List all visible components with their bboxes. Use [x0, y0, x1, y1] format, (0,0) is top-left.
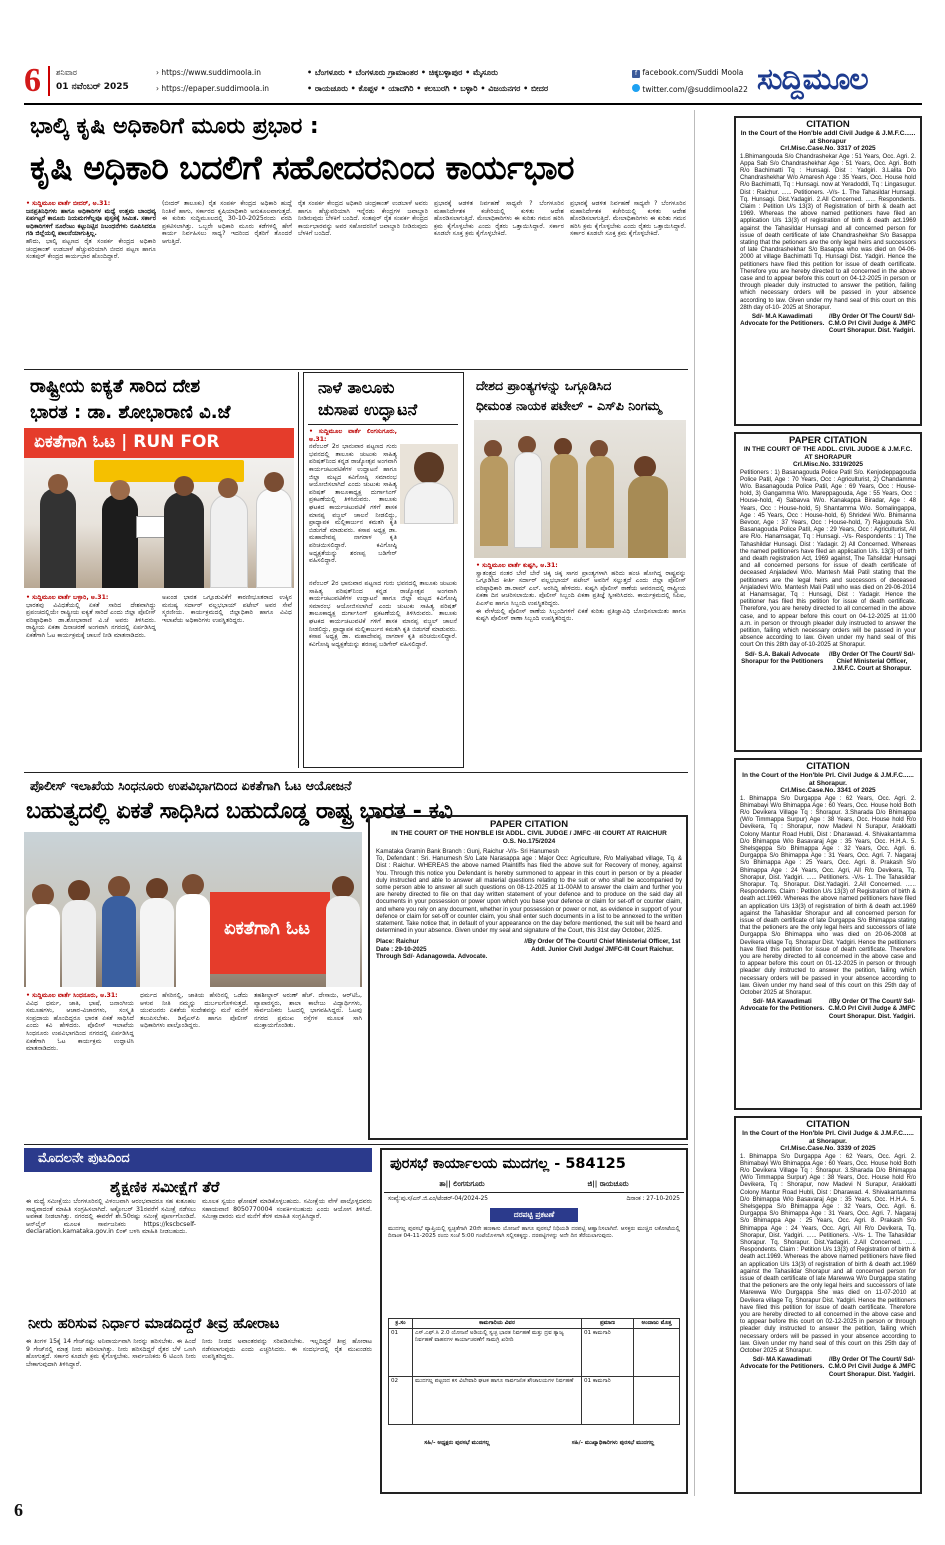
run-for-unity-banner: ಏಕತೆಗಾಗಿ ಓಟ | RUN FOR — [34, 432, 220, 452]
municipal-location: ತಾ|| ಲಿಂಗಸುಗೂರು ಜಿ|| ರಾಯಚೂರು — [439, 1180, 629, 1188]
story5-col-3: ತಹಶೀಲ್ದಾರ್ ಅರುಣ್ ಹೆಚ್. ದೇಸಾಯಿ, ಆರ್‌ಟಿಓ, ವ್ಯಾಪಾರಸ್ಥರು, ಶಾಲಾ ಕಾಲೇಜು ವಿದ್ಯಾರ್ಥಿಗಳು, ಸಾರ್ವಜನಿಕರು ಓಟದಲ್ಲಿ ಭಾಗವಹಿಸಿದ್ದರು. ಓಟವು ನಗರದ ಪ್ರಮುಖ ರಸ್ತೆಗಳ ಮೂಲಕ ಸಾಗಿ ಮುಕ್ತಾಯಗೊಂಡಿತು. — [254, 992, 362, 1030]
continued-band: ಮೊದಲನೇ ಪುಟದಿಂದ — [24, 1148, 372, 1172]
continued-headline-2: ನೀರು ಹರಿಸುವ ನಿರ್ಧಾರ ಮಾಡದಿದ್ದರೆ ತೀವ್ರ ಹೋರಾಟ — [28, 1316, 280, 1332]
story3-headline-2: ಚುಸಾಪ ಉದ್ಘಾಟನೆ — [318, 400, 418, 419]
lead-col-2: (ಬೀದರ್ ತಾಲೂಕು) ರೈತ ಸಂಪರ್ಕ ಕೇಂದ್ರದ ಅಧಿಕಾರಿ ಹುದ್ದೆ ನಿಂತಿವೆ ಹಾಗು, ಸರ್ಕಾರದ ಕೃಷಿಯಾಧಿಕಾರಿ ಅನುಕೂಲವಾಗುತ್ತದೆ. ಈ ಕುರಿತು ಸುದ್ದಿಮೂಲದಲ್ಲಿ 30-10-2025ರಂದು ವರದಿ ಪ್ರಕಟಿಸಲಾಗಿತ್ತು. ಒಬ್ಬರೇ ಅಧಿಕಾರಿ ಮೂರು ಕಡೆಗಳಲ್ಲಿ ಹೇಗೆ ಕಾರ್ಯ ನಿರ್ವಹಿಸಲು ಸಾಧ್ಯ? ಇದರಿಂದ ರೈತರಿಗೆ ತೊಂದರೆ ಆಗುತ್ತಿದೆ. — [162, 200, 292, 245]
municipal-table — [388, 1318, 680, 1425]
ekatege-ota-banner: ಏಕತೆಗಾಗಿ ಓಟ — [224, 918, 311, 939]
story3-col-bottom: ನವೆಂಬರ್ 2ರ ಭಾನುವಾರ ಪಟ್ಟಣದ ಗುರು ಭವನದಲ್ಲಿ ತಾಲೂಕು ಚುಟುಕು ಸಾಹಿತ್ಯ ಪರಿಷತ್‌ನಿಂದ ಕನ್ನಡ ರಾಜ್ಯೋತ್ಸವ ಅಂಗವಾಗಿ ಕಾರ್ಯಚಟುವಟಿಕೆಗಳ ಉದ್ಘಾಟನೆ ಹಾಗೂ ಜಿಲ್ಲಾ ಮಟ್ಟದ ಕವಿಗೋಷ್ಠಿ ಸಮಾರಂಭ ಆಯೋಜಿಸಲಾಗಿದೆ ಎಂದು ಚುಟುಕು ಸಾಹಿತ್ಯ ಪರಿಷತ್ ತಾಲೂಕಾಧ್ಯಕ್ಷ ದುರ್ಗಾಸಿಂಗ್ ಪ್ರಕಟಣೆಯಲ್ಲಿ ತಿಳಿಸಿರುವರು. ತಾಲೂಕು ಘಟಕದ ಕಾರ್ಯಚಟುವಟಿಕೆ ಗಳಿಗೆ ಶಾಸಕ ಮಾನಪ್ಪ ವಜ್ಜಲ್ ಚಾಲನೆ ನೀಡಲಿದ್ದು, ಪ್ರಾಧ್ಯಾಪಕ ಮಲ್ಲಿಕಾರ್ಜುನ ಕಮತಗಿ ಕೃತಿ ಬಿಡುಗಡೆ ಮಾಡುವರು. ಕಸಾಪ ಅಧ್ಯಕ್ಷ ಡಾ. ಮಹಾದೇವಪ್ಪ ನಾಗರಾಳ ಕೃತಿ ಪರಿಚಯಿಸಲಿದ್ದಾರೆ. ಕವಿಗೋಷ್ಠಿ ಅಧ್ಯಕ್ಷತೆಯನ್ನು ಶರಣಪ್ಪ ಬಡಿಗೇರ್ ವಹಿಸಲಿದ್ದಾರೆ. — [309, 580, 457, 648]
citation-3-content: CITATION In the Court of the Hon'ble Prl. Civil Judge & J.M.F.C...... at Shorapur. Crl.Misc.Case.No. 3341 of 2025 1. Bhimappa S/o Durgappa Age : 62 Years, Occ. Agri. 2. Bhimabayi W/o Bhimappa Age : 60 Years, Occ. House hold Both R/o Devikera Village Tq : Shorapur. 3.Sharada D/o Bhimappa (W/o Timmappa Surpur) Age : 38 Years, Occ. House hold R/o Devikera, Tq : Shorapur, now Madevi N Surapur, Arakkatti Colony Mantur Road Hubli, Dist : Dharawad. 4. Shivakantamma D/o Bhimappa W/o Basavaraj Age : 35 Years, Occ. H.H.A. 5. Shelsgeppa S/o Bhimappa Age : 32 Years, Occ. Agri. 6. Durgappa S/o Bhimappa Age : 31 Years, Occ. Agri. 7. Nagaraj S/o Bhimappa Age : 25 Years, Occ. Agri. 8. Prakash S/o Bhimappa Age : 24 Years, Occ. Agri, All R/o Devikera, Tq. Shorapur, Dist. Yadgiri. ...... Petitioners. -V/s- 1. The Tahasildar Shorapur. Tq. Shorapur. Dist.Yadagiri. 2.All Concerned. ...... Respondents. Claim : Petition U/s 13(3) of Registration of birth & death act.1969. Whereas the above named petitioners have filed an application U/s 13(3) of registration of birth & death act.1969 against the Tahasildar Shorapur and all concerned person for issue of death certificate of late Durgappa S/o Bhimappa stating that the petioners are the only legal heirs and successors of late Durgappa S/o Bhimappa who was died on 20-06-2008 at Devikera village Tq. Shorapur Dist. Yadgiri. Hence the petitioners have filed this petition for issue of death certificate. Therefore you are hereby directed to all concerned in the above case and to appear before this court on 01-12-2025 in person or through pleader duly instructed to answer the petition, failing which necessary orders will be passed in your absence according to law. Given under my hand seal of this court on this 25th day of October 2025 at Shorapur. Sd/- MA Kawadimati Advocate for the Petitioners. //By Order Of The Court// Sd/- C.M.O Prl Civil Judge & JMFC Court Shorapur. Dist. Yadgiri. — [740, 762, 916, 1020]
epaper-link[interactable]: › https://epaper.suddimoola.in — [156, 84, 270, 93]
facebook-icon: f — [632, 70, 640, 78]
story3-portrait — [400, 444, 458, 524]
edition-cities-line-2: • ರಾಯಚೂರು • ಕೊಪ್ಪಳ • ಯಾದಗಿರಿ • ಕಲಬುರಗಿ • ಬಳ್ಳಾರಿ • ವಿಜಯನಗರ • ಬೀದರ — [307, 84, 549, 93]
story4-photo — [474, 420, 686, 558]
municipal-notice-badge: ದರಪಟ್ಟಿ ಪ್ರಕಟಣೆ — [490, 1208, 578, 1222]
table-header: ಪ್ರಮಾಣ — [582, 1319, 634, 1329]
table-row: 02 ಮುದಗಲ್ಲ ಪಟ್ಟಣದ ಕಸ ವಿಲೇವಾರಿ ಘಟಕ ಹಾಗೂ ಸಾರ್ವಜನಿಕ ಶೌಚಾಲಯಗಳ ನಿರ್ವಹಣೆ 01 ಕಾಮಗಾರಿ — [389, 1377, 680, 1425]
municipal-sig-left: ಸಹಿ/- ಅಧ್ಯಕ್ಷರು ಪುರಸಭೆ ಮುದಗಲ್ಲ — [424, 1440, 490, 1446]
municipal-ref-line: ಸಂಖ್ಯೆ:ಪು.ಸ/ಎನ್.ಜಿ.ಎಂ/ಟೆಂಡರ್-04/2024-25 ದಿನಾಂಕ : 27-10-2025 — [388, 1196, 680, 1202]
story3-headline-1: ನಾಳೆ ತಾಲೂಕು — [318, 378, 395, 397]
citation-4-content: CITATION In the Court of the Hon'ble Prl. Civil Judge & J.M.F.C...... at Shorapur. Crl.Misc.Case.No. 3339 of 2025 1. Bhimappa S/o Durgappa Age : 62 Years, Occ. Agri. 2. Bhimabayi W/o Bhimappa Age : 60 Years, Occ. House hold Both R/o Devikera Village Tq : Shorapur. 3.Sharada D/o Bhimappa (W/o Timmappa Surpur) Age : 38 Years, Occ. House hold R/o Devikera, Tq : Shorapur, now Madevi N Surapur, Arakkatti Colony Mantur Road Hubli, Dist : Dharawad. 4. Shivakantamma D/o Bhimappa W/o Basavaraj Age : 35 Years, Occ. H.H.A. 5. Shelsgeppa S/o Bhimappa Age : 32 Years, Occ. Agri. 6. Durgappa S/o Bhimappa Age : 31 Years, Occ. Agri. 7. Nagaraj S/o Bhimappa Age : 25 Years, Occ. Agri. 8. Prakash S/o Bhimappa Age : 24 Years, Occ. Agri, All R/o Devikera, Tq. Shorapur, Dist. Yadgiri. ...... Petitioners. -V/s- 1. The Tahasildar Shorapur. Tq. Shorapur. Dist.Yadagiri. 2.All Concerned. ...... Respondents. Claim : Petition U/s 13(3) of Registration of birth & death act.1969. Whereas the above named petitioners have filed an application U/s 13(3) of registration of birth & death act.1969 against the Tahasildar Shorapur and all concerned person for issue of death certificate of late Marewwa W/o Durgappa stating that the petioners are the only legal heirs and successors of late Marewwa W/o Durgappa She was died on 11-07-2010 at Devikera village Tq. Shorapur Dist. Yadgiri. Hence the petitioners have filed this petition for issue of death certificate. Therefore you are hereby directed to all concerned in the above case and to appear before this court on 02-12-2025 in person or through pleader duly instructed to answer the petition, failing which necessary orders will be passed in your absence according to law. Given under my hand seal of this court on this 25th day of October 2025 at Shorapur. Sd/- MA Kawadimati Advocate for the Petitioners. //By Order Of The Court// Sd/- C.M.O Prl Civil Judge & JMFC Court Shorapur. Dist. Yadgiri. — [740, 1120, 916, 1378]
page-number: 6 — [24, 62, 41, 99]
story2-photo — [24, 428, 294, 588]
continued-story2-col-1: ಈ ತಿಂಗಳ 15ಕ್ಕೆ 14 ಗೇಜ್‌ನಷ್ಟು ಅನಿವಾರ್ಯವಾಗಿ ನೀರನ್ನು ಹರಿಸಬೇಕು. ಈ ಹಿಂದೆ 9 ಗೇಜ್‌ನಲ್ಲಿ ಮಾತ್ರ ನೀರು ಹರಿಸಲಾಗಿತ್ತು. ನೀರು ಹರಿಸದಿದ್ದರೆ ರೈತರ ಬೆಳೆ ಒಣಗಿ ಹೋಗುತ್ತದೆ. ಸರ್ಕಾರ ಕೂಡಲೇ ಕ್ರಮ ಕೈಗೊಳ್ಳಬೇಕು. ಸಾರ್ವಜನಿಕರು 6 ಟಿಎಂಸಿ ನೀರು ಬೇಕಾಗುವುದಾಗಿ ತಿಳಿಸಿದ್ದಾರೆ. — [26, 1338, 196, 1368]
edition-cities-line-1: • ಬೆಂಗಳೂರು • ಬೆಂಗಳೂರು ಗ್ರಾಮಾಂತರ • ಚಿಕ್ಕಬಳ್ಳಾಪುರ • ಮೈಸೂರು — [307, 68, 498, 77]
table-row: 01 ಎಸ್.ಎಫ್.ಸಿ 2.0 ಯೋಜನೆ ಅಡಿಯಲ್ಲಿ ಸ್ವಚ್ಛ ಭಾರತ ನಿರ್ವಹಣೆ ಮತ್ತು ದ್ರವ ತ್ಯಾಜ್ಯ ನಿರ್ವಹಣೆ ವಾಹನಗಳ ಕಾರ್ಯಾಚರಣೆಗೆ ಸಾಮಗ್ರಿ ಖರೀದಿ 01 ಕಾಮಗಾರಿ — [389, 1329, 680, 1377]
story5-headline: ಬಹುತ್ವದಲ್ಲಿ ಏಕತೆ ಸಾಧಿಸಿದ ಬಹುದೊಡ್ಡ ರಾಷ್ಟ್ರ ಭಾರತ - ಕವಿ — [26, 798, 453, 824]
story5-col-1: • ಸುದ್ದಿಮೂಲ ವಾರ್ತೆ ಸಿಂಧನೂರು, ಅ.31: ವಿವಿಧ ಧರ್ಮ, ಜಾತಿ, ಭಾಷೆ, ಜನಾಂಗೀಯ ಸಮೂಹಗಳು, ಆಚಾರ-ವಿಚಾರಗಳು, ಸಂಸ್ಕೃತಿ ಸಂಪ್ರದಾಯ ಹೊಂದಿದ್ದರೂ ಭಾರತ ಏಕತೆ ಸಾಧಿಸಿದೆ ಎಂದು ಕವಿ ಹೇಳಿದರು. ಪೊಲೀಸ್ ಇಲಾಖೆಯ ಸಿಂಧನೂರು ಉಪವಿಭಾಗದಿಂದ ನಗರದಲ್ಲಿ ಏರ್ಪಡಿಸಿದ್ದ ಏಕತೆಗಾಗಿ ಓಟ ಕಾರ್ಯಕ್ರಮ ಉದ್ಘಾಟಿಸಿ ಮಾತನಾಡಿದರು. — [26, 992, 134, 1053]
twitter-icon — [632, 84, 640, 92]
table-header: ಅಂದಾಜು ಮೊತ್ತ — [634, 1319, 680, 1329]
lead-col-4: ಪ್ರಭಾರಕ್ಕೆ ಆಡಳಿತ ನಿರ್ವಹಣೆ ಸಾಧ್ಯವೇ ? ಬೆಂಗಳೂರಿನ ಮಹಾನಿರ್ದೇಶಕ ಕಚೇರಿಯಲ್ಲಿ ಕುಳಿತು ಆದೇಶ ಹೊರಡಿಸಲಾಗುತ್ತಿದೆ. ಮೇಲಾಧಿಕಾರಿಗಳು ಈ ಕುರಿತು ಗಮನ ಹರಿಸಿ ಕ್ರಮ ಕೈಗೊಳ್ಳಬೇಕು ಎಂದು ರೈತರು ಒತ್ತಾಯಿಸಿದ್ದಾರೆ. ಸರ್ಕಾರ ಕೂಡಲೇ ಸೂಕ್ತ ಕ್ರಮ ಕೈಗೊಳ್ಳಬೇಕಿದೆ. — [434, 200, 564, 238]
municipal-sig-right: ಸಹಿ/- ಮುಖ್ಯಾಧಿಕಾರಿಗಳು ಪುರಸಭೆ ಮುದಗಲ್ಲ — [571, 1440, 655, 1446]
story4-headline-1: ದೇಶದ ಪ್ರಾಂತ್ಯಗಳನ್ನು ಒಗ್ಗೂಡಿಸಿದ — [476, 378, 612, 393]
issue-date: 01 ನವೆಂಬರ್ 2025 — [56, 82, 129, 92]
footer-page-number: 6 — [14, 1500, 23, 1520]
municipal-intro: ಮುದಗಲ್ಲ ಪುರಸಭೆ ವ್ಯಾಪ್ತಿಯಲ್ಲಿ ಸ್ವಚ್ಛತೆಗಾಗಿ 20ನೇ ಹಣಕಾಸು ಯೋಜನೆ ಹಾಗೂ ಪುರಸಭೆ ನಿಧಿಯಡಿ ದರಪಟ್ಟಿ ಆಹ್ವಾನಿಸಲಾಗಿದೆ. ಆಸಕ್ತರು ಮುಚ್ಚಿದ ಲಕೋಟೆಯಲ್ಲಿ ದಿನಾಂಕ 04-11-2025 ರಂದು ಸಂಜೆ 5:00 ಗಂಟೆಯೊಳಗಾಗಿ ಸಲ್ಲಿಸತಕ್ಕದ್ದು. ದರಪಟ್ಟಿಗಳನ್ನು ಅದೇ ದಿನ ತೆರೆಯಲಾಗುವುದು. — [388, 1226, 680, 1239]
citation-1-content: CITATION In the Court of the Hon'ble addl Civil Judge & J.M.F.C...... at Shorapur Crl.Misc.Case.No. 3317 of 2025 1.Bhimangouda S/o Chandrashekar Age : 51 Years, Occ. Agri. 2. Appa Sab S/o Chandrashekhar Age : 51 Years, Occ. Agri. Both R/o Bachimatti Tq : Hunsagi. Dist : Yadgiri. 3.Lalita D/o Chandrashekhar W/o Amaresh Age : 35 Years, Occ. House hold R/o Bachimatti, Tq : Hunsagi. now at Yeradoddi, Tq : Lingasugur. Dist : Raichur. ...... Petitioners. -V/s- 1. The Tahasildar Hunsagi. Tq. Hunsagi. Dist.Yadagiri. 2.All Concerned. ...... Respondents. Claim : Petition U/s 13(3) of Registration of birth & death act 1969. Whereas the above named petitioners have filed an application U/s 13(3) of registration of birth & death act.1969 against the Tahasildar Hunsagi and all concerned person for issue of death certificate of late Chandrashekhar S/o Basappa stating that the petioners are the only legal heirs and successors of late Chandrashekhar S/o Basappa who was died on 04-06-2000 at village Bachimatti Tq. Hunsagi Dist. Yadgiri. Hence the petitioners have filed this petition for issue of death certificate. Therefore you are hereby directed to all concerned in the above case and to appear before this court on 04-12-2025 in person or through pleader duly instructed to answer the petition, failing which necessary orders will be passed in your absence according to law. Given under my hand seal of this court on this 28th day of-10- 2025 at Shorapur. Sd/- M.A Kawadimati Advocate for the Petitioners. //By Order Of The Court// Sd/- C.M.O Prl Civil Judge & JMFC Court Shorapur. Dist. Yadgiri. — [740, 120, 916, 335]
lead-headline: ಕೃಷಿ ಅಧಿಕಾರಿ ಬದಲಿಗೆ ಸಹೋದರನಿಂದ ಕಾರ್ಯಭಾರ — [30, 148, 574, 187]
story4-body: • ಸುದ್ದಿಮೂಲ ವಾರ್ತೆ ಕುಷ್ಟಗಿ, ಅ.31: ಸ್ವಾತಂತ್ರ್ಯದ ನಂತರ ಬೇರೆ ಬೇರೆ ಚಿಕ್ಕ ಚಿಕ್ಕ ಸಾಗರ ಪ್ರಾಂತ್ಯಗಳಾಗಿ ಹರಿದು ಹಂಚಿ ಹೋಗಿದ್ದ ರಾಷ್ಟ್ರವನ್ನು ಒಗ್ಗೂಡಿಸಿದ ಕೀರ್ತಿ ಸರ್ದಾರ್ ವಲ್ಲಭಭಾಯ್ ಪಟೇಲ್ ಅವರಿಗೆ ಸಲ್ಲುತ್ತದೆ ಎಂದು ಜಿಲ್ಲಾ ಪೊಲೀಸ್ ವರಿಷ್ಠಾಧಿಕಾರಿ ಡಾ.ರಾಮ್ ಎಲ್. ಅರಸಿದ್ದಿ ಹೇಳಿದರು. ಕುಷ್ಟಗಿ ಪೊಲೀಸ್ ಠಾಣೆಯ ಆವರಣದಲ್ಲಿ ರಾಷ್ಟ್ರೀಯ ಏಕತಾ ದಿನ ಆಚರಿಸಲಾಯಿತು. ಪೊಲೀಸ್ ಸಿಬ್ಬಂದಿ ಏಕತಾ ಪ್ರತಿಜ್ಞೆ ಸ್ವೀಕರಿಸಿದರು. ಕಾರ್ಯಕ್ರಮದಲ್ಲಿ ಸಿಪಿಐ, ಪಿಎಸ್‌ಐ ಹಾಗೂ ಸಿಬ್ಬಂದಿ ಉಪಸ್ಥಿತರಿದ್ದರು. ಈ ವೇಳೆಯಲ್ಲಿ ಪೊಲೀಸ್ ಠಾಣೆಯ ಸಿಬ್ಬಂದಿಗಳಿಗೆ ಏಕತೆ ಕುರಿತು ಪ್ರತಿಜ್ಞಾವಿಧಿ ಬೋಧಿಸಲಾಯಿತು ಹಾಗೂ ಕುಷ್ಟಗಿ ಪೊಲೀಸ್ ಠಾಣಾ ಸಿಬ್ಬಂದಿ ಉಪಸ್ಥಿತರಿದ್ದರು. — [476, 562, 686, 623]
lead-col-3: ರೈತ ಸಂಪರ್ಕ ಕೇಂದ್ರದ ಅಧಿಕಾರಿ ಚಂದ್ರಕಾಂತ್ ಉಡಬಾಳೆ ಅವರು ಹಾಗೂ ಹೆಚ್ಚುವರಿಯಾಗಿ ಇನ್ನೆರಡು ಕೇಂದ್ರಗಳ ಜವಾಬ್ದಾರಿ ನೀಡಿರುವುದು ಬೆಳಕಿಗೆ ಬಂದಿದೆ. ಸಂತಪುರ್ ರೈತ ಸಂಪರ್ಕ ಕೇಂದ್ರದ ಕಾರ್ಯಭಾರವನ್ನು ಅವರ ಸಹೋದರನಿಗೆ ಜವಾಬ್ದಾರಿ ನೀಡಿರುವುದು ಬೆಳಕಿಗೆ ಬಂದಿದೆ. — [298, 200, 428, 238]
issue-day: ಶನಿವಾರ — [56, 68, 78, 77]
globe-icon: › — [156, 68, 159, 77]
continued-story1-col-1: ಈ ಮಧ್ಯೆ ಸಮೀಕ್ಷೆಯು ಬೆಂಗಳೂರಿನಲ್ಲಿ ವಿಳಂಬವಾಗಿ ಆರಂಭವಾದರೂ ಸಹ ಕುತೂಹಲ ಸಾಧ್ಯವಾದಂತೆ ಮಾಹಿತಿ ಸಂಗ್ರಹಿಸಲಾಗಿದೆ. ಅಕ್ಟೋಬರ್ 31ರವರೆಗೆ ಸಮೀಕ್ಷೆ ನಡೆಸಲು ಅವಕಾಶ ನೀಡಲಾಗಿತ್ತು. ನಗರದಲ್ಲಿ ಈವರೆಗೆ ಶೇ.50ರಷ್ಟು ಸಮೀಕ್ಷೆ ಪೂರ್ಣಗೊಂಡಿದೆ. ಆನ್‌ಲೈನ್ ಮೂಲಕ ಸಾರ್ವಜನಿಕರು https://kscbcself-declaration.kamataka.gov.in ಲಿಂಕ್ ಬಳಸಿ ಮಾಹಿತಿ ನೀಡಬಹುದು. — [26, 1198, 196, 1236]
globe-icon: › — [156, 84, 159, 93]
story2-col-2: ಅಖಂಡ ಭಾರತ ಒಗ್ಗೂಡುವಿಕೆಗೆ ಕಾರಣೀಭೂತರಾದ ಉಕ್ಕಿನ ಮನುಷ್ಯ ಸರ್ದಾರ್ ವಲ್ಲಭಭಾಯ್ ಪಟೇಲ್ ಅವರ ಸೇವೆ ಸ್ಮರಣೀಯ. ಕಾರ್ಯಕ್ರಮದಲ್ಲಿ ಜಿಲ್ಲಾಧಿಕಾರಿ ಹಾಗೂ ವಿವಿಧ ಇಲಾಖೆಯ ಅಧಿಕಾರಿಗಳು ಉಪಸ್ಥಿತರಿದ್ದರು. — [162, 594, 292, 624]
story5-photo — [24, 832, 362, 987]
continued-story2-col-2: ನೀರು ನೀಡದ ಅವಾಂತರವನ್ನು ಸರಿಪಡಿಸಬೇಕು. ಇಲ್ಲದಿದ್ದರೆ ತೀವ್ರ ಹೋರಾಟ ನಡೆಸಲಾಗುವುದು ಎಂದು ಎಚ್ಚರಿಸಿದರು. ಈ ಸಂದರ್ಭದಲ್ಲಿ ರೈತ ಮುಖಂಡರು ಉಪಸ್ಥಿತರಿದ್ದರು. — [202, 1338, 372, 1361]
story2-col-1: • ಸುದ್ದಿಮೂಲ ವಾರ್ತೆ ಬಳ್ಳಾರಿ, ಅ.31: ಭಾರತವು ವಿವಿಧತೆಯಲ್ಲಿ ಏಕತೆ ಸಾರಿದ ದೇಶವಾಗಿದ್ದು ಪ್ರಪಂಚದಲ್ಲಿಯೇ ರಾಷ್ಟ್ರೀಯ ಐಕ್ಯತೆ ಸಾರಿದೆ ಎಂದು ಜಿಲ್ಲಾ ಪೊಲೀಸ್ ವರಿಷ್ಠಾಧಿಕಾರಿ ಡಾ.ಶೋಭಾರಾಣಿ ವಿ.ಜೆ ಅವರು ತಿಳಿಸಿದರು. ರಾಷ್ಟ್ರೀಯ ಏಕತಾ ದಿನಾಚರಣೆ ಅಂಗವಾಗಿ ನಗರದಲ್ಲಿ ಏರ್ಪಡಿಸಿದ್ದ ಏಕತೆಗಾಗಿ ಓಟ ಕಾರ್ಯಕ್ರಮಕ್ಕೆ ಚಾಲನೆ ನೀಡಿ ಮಾತನಾಡಿದರು. — [26, 594, 156, 639]
story2-headline-1: ರಾಷ್ಟ್ರೀಯ ಐಕ್ಯತೆ ಸಾರಿದ ದೇಶ — [30, 376, 201, 397]
story5-kicker: ಪೊಲೀಸ್ ಇಲಾಖೆಯ ಸಿಂಧನೂರು ಉಪವಿಭಾಗದಿಂದ ಏಕತೆಗಾಗಿ ಓಟ ಆಯೋಜನೆ — [30, 778, 352, 793]
lead-col-5: ಪ್ರಭಾರಕ್ಕೆ ಆಡಳಿತ ನಿರ್ವಹಣೆ ಸಾಧ್ಯವೇ ? ಬೆಂಗಳೂರಿನ ಮಹಾನಿರ್ದೇಶಕ ಕಚೇರಿಯಲ್ಲಿ ಕುಳಿತು ಆದೇಶ ಹೊರಡಿಸಲಾಗುತ್ತಿದೆ. ಮೇಲಾಧಿಕಾರಿಗಳು ಈ ಕುರಿತು ಗಮನ ಹರಿಸಿ ಕ್ರಮ ಕೈಗೊಳ್ಳಬೇಕು ಎಂದು ರೈತರು ಒತ್ತಾಯಿಸಿದ್ದಾರೆ. ಸರ್ಕಾರ ಕೂಡಲೇ ಸೂಕ್ತ ಕ್ರಮ ಕೈಗೊಳ್ಳಬೇಕಿದೆ. — [570, 200, 686, 238]
story5-col-2: ಧರ್ಮದ ಹೆಸರಿನಲ್ಲಿ, ಜಾತಿಯ ಹೆಸರಿನಲ್ಲಿ ಒಡೆದು ಆಳುವ ನೀತಿ ನಮ್ಮನ್ನು ದುರ್ಬಲಗೊಳಿಸುತ್ತದೆ. ಯುವಜನರು ಏಕತೆಯ ಸಂದೇಶವನ್ನು ಮನೆ ಮನೆಗೆ ತಲುಪಿಸಬೇಕು. ಡಿವೈಎಸ್‌ಪಿ ಹಾಗೂ ಪೊಲೀಸ್ ಅಧಿಕಾರಿಗಳು ಪಾಲ್ಗೊಂಡಿದ್ದರು. — [140, 992, 248, 1030]
municipal-title: ಪುರಸಭೆ ಕಾರ್ಯಾಲಯ ಮುದಗಲ್ಲ - 584125 — [390, 1156, 626, 1172]
table-header: ಕಾಮಗಾರಿಯ ವಿವರ — [413, 1319, 582, 1329]
paper-citation-raichur-content: PAPER CITATION IN THE COURT OF THE HON'BLE ISt ADDL. CIVIL JUDGE / JMFC -III COURT AT RAICHUR O.S. No.175/2024 Kamataka Gramin Bank Branch : Gunj, Raichur -V/s- Sri Hanumesh To, Defendant : Sri. Hanumesh S/o Late Narasappa age : Major Occ: Agriculture, R/o Maliyabad village, Tq. & Dist : Raichur. WHEREAS the above named Plaintiffs has filed the above suit for Recovery of money, against You. Through this notice you Defendant is hereby summoned to appear in this court in person or by a pleader duly instructed and able to answer all material questions relating to the suit or who shall be accompanied by some person able to answer all such questions on 08-12-2025 at 11-00AM to answer the claim and further you are hereby directed to file on that day written statement of your defence and to produce on the said day all documents in your possession or power upon which you base your defence or claim for set-off or counter claim, and where you rely on any document, whether in your possession or power or not, as evidence in support of your defence or claim for set-off or counter claim, you shall enter such documents in a list to be annexed to the written statement. Take notice that, in default of your appearance on the day before mentioned, the suit will be heard and determined in your absence. Given under my seal and signature of the Court, this 31st day October, 2025. Place: Raichur Date : 29-10-2025 Through Sd/- Adanagowda. Advocate. //By Order Of The Court// Chief Ministerial Officer, 1st Addl. Junior Civil Judge/ JMFC-III Court Raichur. — [376, 820, 682, 960]
continued-headline-1: ಶೈಕ್ಷಣಿಕ ಸಮೀಕ್ಷೆಗೆ ತೆರೆ — [110, 1178, 220, 1196]
website-link[interactable]: › https://www.suddimoola.in — [156, 68, 262, 77]
facebook-link[interactable]: f facebook.com/Suddi Moola — [632, 68, 743, 78]
story4-headline-2: ಧೀಮಂತ ನಾಯಕ ಪಟೇಲ್ - ಎಸ್‌ಪಿ ನಿಂಗಮ್ಮ — [476, 398, 662, 413]
table-header: ಕ್ರ.ಸಂ — [389, 1319, 413, 1329]
story2-headline-2: ಭಾರತ : ಡಾ. ಶೋಭಾರಾಣಿ ವಿ.ಜೆ — [30, 402, 231, 423]
story3-col-top: • ಸುದ್ದಿಮೂಲ ವಾರ್ತೆ ಲಿಂಗಸುಗೂರು, ಅ.31: ನವೆಂಬರ್ 2ರ ಭಾನುವಾರ ಪಟ್ಟಣದ ಗುರು ಭವನದಲ್ಲಿ ತಾಲೂಕು ಚುಟುಕು ಸಾಹಿತ್ಯ ಪರಿಷತ್‌ನಿಂದ ಕನ್ನಡ ರಾಜ್ಯೋತ್ಸವ ಅಂಗವಾಗಿ ಕಾರ್ಯಚಟುವಟಿಕೆಗಳ ಉದ್ಘಾಟನೆ ಹಾಗೂ ಜಿಲ್ಲಾ ಮಟ್ಟದ ಕವಿಗೋಷ್ಠಿ ಸಮಾರಂಭ ಆಯೋಜಿಸಲಾಗಿದೆ ಎಂದು ಚುಟುಕು ಸಾಹಿತ್ಯ ಪರಿಷತ್ ತಾಲೂಕಾಧ್ಯಕ್ಷ ದುರ್ಗಾಸಿಂಗ್ ಪ್ರಕಟಣೆಯಲ್ಲಿ ತಿಳಿಸಿರುವರು. ತಾಲೂಕು ಘಟಕದ ಕಾರ್ಯಚಟುವಟಿಕೆ ಗಳಿಗೆ ಶಾಸಕ ಮಾನಪ್ಪ ವಜ್ಜಲ್ ಚಾಲನೆ ನೀಡಲಿದ್ದು, ಪ್ರಾಧ್ಯಾಪಕ ಮಲ್ಲಿಕಾರ್ಜುನ ಕಮತಗಿ ಕೃತಿ ಬಿಡುಗಡೆ ಮಾಡುವರು. ಕಸಾಪ ಅಧ್ಯಕ್ಷ ಡಾ. ಮಹಾದೇವಪ್ಪ ನಾಗರಾಳ ಕೃತಿ ಪರಿಚಯಿಸಲಿದ್ದಾರೆ. ಕವಿಗೋಷ್ಠಿ ಅಧ್ಯಕ್ಷತೆಯನ್ನು ಶರಣಪ್ಪ ಬಡಿಗೇರ್ ವಹಿಸಲಿದ್ದಾರೆ. — [309, 428, 397, 565]
masthead — [24, 62, 922, 102]
continued-story1-col-2: ಮೂಲಕ ಸ್ವಯಂ ಘೋಷಣೆ ಮಾಡಿಕೊಳ್ಳಬಹುದು. ಸಮೀಕ್ಷೆಯ ವೇಳೆ ಪಾಲ್ಗೊಳ್ಳದವರು ಸಹಾಯವಾಣಿ 8050770004 ಸಂಪರ್ಕಿಸಬಹುದು ಎಂದು ಆಯೋಗ ತಿಳಿಸಿದೆ. ಸಮೀಕ್ಷಾದಾರರು ಮನೆ ಮನೆಗೆ ತೆರಳಿ ಮಾಹಿತಿ ಸಂಗ್ರಹಿಸಿದ್ದಾರೆ. — [202, 1198, 372, 1221]
lead-kicker: ಭಾಲ್ಕಿ ಕೃಷಿ ಅಧಿಕಾರಿಗೆ ಮೂರು ಪ್ರಭಾರ : — [30, 114, 319, 139]
twitter-link[interactable]: twitter.com/@suddimoola22 — [632, 84, 748, 94]
citation-2-content: PAPER CITATION IN THE COURT OF THE ADDL. CIVIL JUDGE & J.M.F.C. AT SHORAPUR Crl.Misc.No. 3319/2025 Petitioners : 1) Basanagouda Police Patil S/o. Kenjodeppagouda Police Patil, Age : 70 Years, Occ : Agriculturist, 2) Chandamma W/o. Basanagouda Police Patil, Age : 69 Years, Occ : House-hold, 3) Gangamma W/o. Mareppagouda, Age : 55 Years, Occ : House-hold, 4) Sabavva W/o. Kanakappa Biradar, Age : 48 Years, Occ : House-hold, 5) Shantamma W/o. Somalingappa, Age : 45 Years, Occ : House-hold, 6) Shridevi W/o. Bhimanna Bevoor, Age : 37 Years, Occ : House-hold, 7) Rajugouda S/o. Basanagouda Police Patil, Age : 29 Years, Occ : Agriculturist, All are R/o. Hanamsagar, Tq : Hunsagi. -Vs- Respondents : 1) The Tahashildar Hunsagi. Dist : Yadagir. 2) All Concerned. Whereas the named petitioners have filed an application U/s. 13(3) of birth and death registration Act, 1969 against, The Tahsildar Hunsagi and all concerned persons for issue of death certificate of deceased Anjaladevi W/o. Mantesh Mali Patil stating that the petitioners are the legal heirs and successors of deceased Anjaladevi W/o. Mantesh Mali Patil who was died on 29-06-2014 at Hanamsagar, Tq : Hunsagi, Dist : Yadagir. Hence the petitioner has filed this petition for issue of death certificate. Therefore, you are hereby directed to all concerned in the above case, and to appear before this court on 04-12-2025 at 11:00 a.m. in person or through pleader duly instructed to answer the petition, failing which necessary orders will be passed in your absence according to law. Given under my hand seal of this court On this 28th day of-10-2025 at Shorapur. Sd/- S.A. Bakali Advocate Shorapur for the Petitioners //By Order Of The Court// Sd/- Chief Ministerial Officer, J.M.F.C. Court at Shorapur. — [740, 436, 916, 672]
logo: ಸುದ್ದಿಮೂಲ — [757, 62, 868, 97]
lead-col-1: • ಸುದ್ದಿಮೂಲ ವಾರ್ತೆ ಬೀದರ್, ಅ.31: ಜನಪ್ರತಿನಿಧಿಗಳು ಹಾಗೂ ಅಧಿಕಾರಿಗಳ ಮಧ್ಯೆ ಉತ್ತಮ ಬಾಂಧವ್ಯ ಏರ್ಪಟ್ಟರೆ ಕಾನೂನು ನಿಯಮಗಳೆಲ್ಲವೂ ಪುಸ್ತಕಕ್ಕೆ ಸೀಮಿತ. ಸರ್ಕಾರ ಅಧಿಕಾರಿಗಳಿಗೆ ನೂರೆಂಟು ಕಟ್ಟುನಿಟ್ಟಿನ ನಿಬಂಧನೆಗಳು ರೂಪಿಸಿದರೂ ಗಡಿ ಜಿಲ್ಲೆಯಲ್ಲಿ ಪಾಲನೆಯಾಗುತ್ತಿಲ್ಲ. ಹೌದು, ಭಾಲ್ಕಿ ಪಟ್ಟಣದ ರೈತ ಸಂಪರ್ಕ ಕೇಂದ್ರದ ಅಧಿಕಾರಿ ಚಂದ್ರಕಾಂತ್ ಉಡಬಾಳೆ ಹೆಚ್ಚುವರಿಯಾಗಿ ಬೀದರ ಪಟ್ಟಣ ಹಾಗೂ ಸಂತಪುರ್ ಕೇಂದ್ರದ ಕಾರ್ಯಭಾರ ಹೊಂದಿದ್ದಾರೆ. — [26, 200, 156, 261]
